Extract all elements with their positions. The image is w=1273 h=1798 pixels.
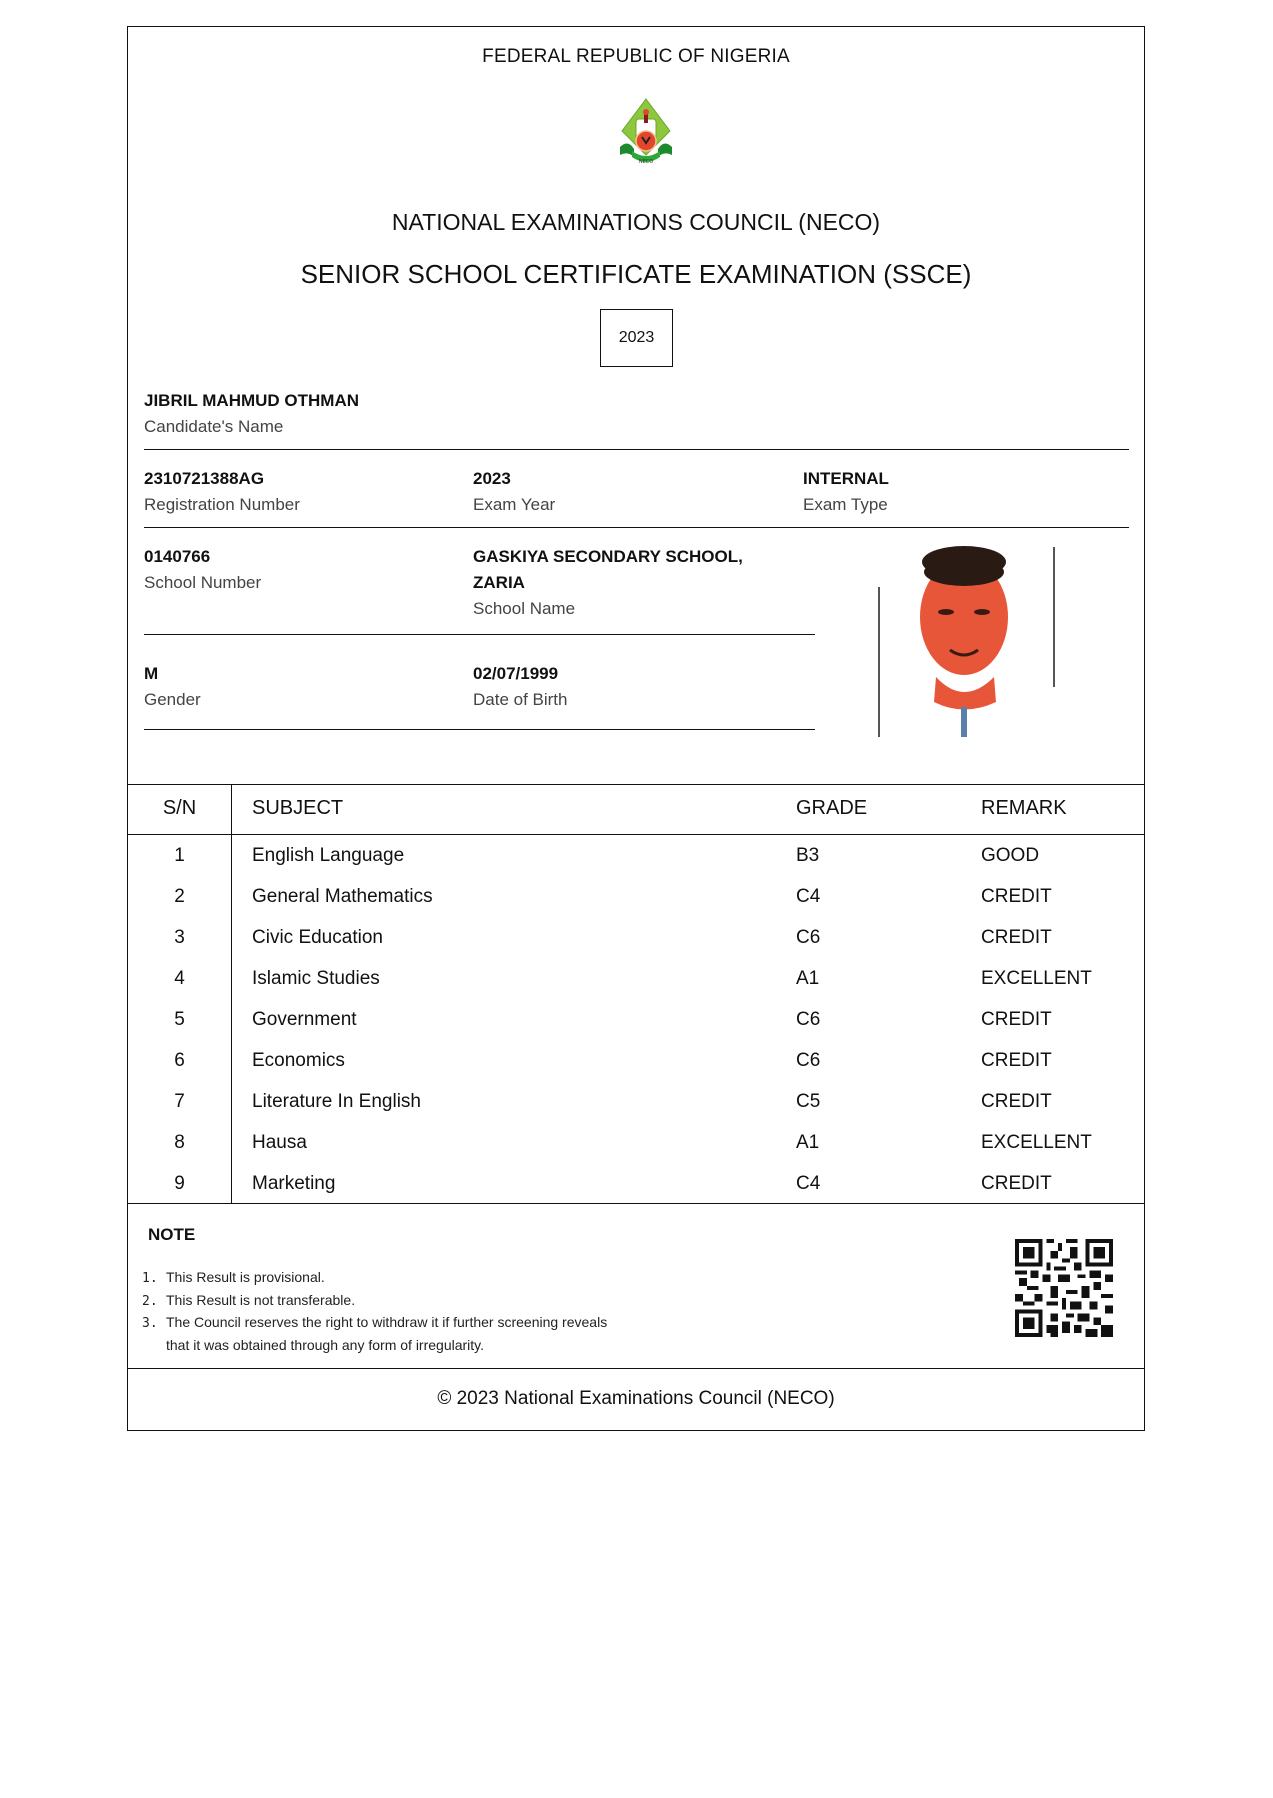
table-row [128,1009,1144,1050]
note-text: The Council reserves the right to withdraw it if further screening reveals [166,1314,608,1330]
school-number-field [144,547,261,593]
row-remark: EXCELLENT [981,968,1092,989]
row-sn: 1 [174,845,185,866]
row-subject: Government [252,1009,357,1030]
result-sheet [127,26,1145,1431]
header-sn: S/N [162,797,197,819]
footer-divider [128,1368,1144,1369]
exam-type-label: Exam Type [803,495,888,514]
row-subject: Islamic Studies [252,968,380,989]
school-name-field [473,547,743,619]
row-sn: 6 [174,1050,185,1071]
copyright-text: © 2023 National Examinations Council (NECO) [437,1388,835,1409]
divider [144,449,1129,450]
row-remark: EXCELLENT [981,1132,1092,1153]
neco-crest-icon [618,97,674,167]
council-heading: NATIONAL EXAMINATIONS COUNCIL (NECO) [391,209,881,235]
school-name-value-line1: GASKIYA SECONDARY SCHOOL, [473,547,743,566]
header-subject: SUBJECT [252,797,344,819]
table-row [128,1173,1144,1214]
row-sn: 7 [174,1091,185,1112]
registration-field [144,469,300,515]
header-grade: GRADE [796,797,868,819]
exam-year-field [473,469,555,515]
table-row [128,927,1144,968]
note-item [142,1267,607,1290]
school-name-value-line2: ZARIA [473,573,525,592]
divider [144,527,1129,528]
table-row [128,886,1144,927]
row-remark: CREDIT [981,1009,1052,1030]
dob-label: Date of Birth [473,690,568,709]
table-top-border [128,784,1144,785]
row-grade: A1 [796,1132,820,1153]
exam-type-value: INTERNAL [803,469,889,488]
row-remark: CREDIT [981,1050,1052,1071]
table-bottom-border [128,1203,1144,1204]
svg-text:NECO: NECO [638,159,654,165]
exam-year-label: Exam Year [473,495,556,514]
divider [144,634,815,635]
note-number: 3. [142,1316,158,1331]
note-item [142,1290,607,1313]
row-subject: English Language [252,845,405,866]
dob-field [473,664,568,710]
row-remark: CREDIT [981,886,1052,907]
row-subject: Economics [252,1050,345,1071]
row-grade: C6 [796,1009,821,1030]
note-text: This Result is provisional. [166,1269,325,1285]
qr-code-icon [1014,1239,1114,1337]
row-remark: CREDIT [981,1091,1052,1112]
row-subject: Civic Education [252,927,383,948]
candidate-photo [876,542,1056,742]
table-header-border [128,834,1144,835]
row-subject: Literature In English [252,1091,421,1112]
divider [144,729,815,730]
table-row [128,1050,1144,1091]
note-number: 2. [142,1293,158,1309]
registration-number-label: Registration Number [144,495,300,514]
row-sn: 3 [174,927,185,948]
note-title: NOTE [148,1225,196,1244]
note-list [142,1267,607,1355]
table-row [128,968,1144,1009]
row-remark: CREDIT [981,927,1052,948]
row-grade: C4 [796,1173,821,1194]
table-row [128,845,1144,886]
dob-value: 02/07/1999 [473,664,559,683]
row-grade: C4 [796,886,821,907]
school-name-label: School Name [473,599,576,618]
row-sn: 5 [174,1009,185,1030]
header-remark: REMARK [981,797,1067,819]
candidate-name-value: JIBRIL MAHMUD OTHMAN [144,391,360,410]
row-remark: CREDIT [981,1173,1052,1194]
candidate-name-label: Candidate's Name [144,417,284,436]
row-subject: Hausa [252,1132,307,1153]
row-grade: C6 [796,1050,821,1071]
row-sn: 2 [174,886,185,907]
school-number-value: 0140766 [144,547,211,566]
row-grade: B3 [796,845,820,866]
exam-year-value: 2023 [473,469,511,488]
exam-title: SENIOR SCHOOL CERTIFICATE EXAMINATION (SSCE) [300,259,972,289]
note-item-continued: that it was obtained through any form of irregularity. [166,1336,485,1353]
row-sn: 9 [174,1173,185,1194]
registration-number-value: 2310721388AG [144,469,265,488]
row-grade: C5 [796,1091,821,1112]
gender-value: M [144,664,159,683]
row-sn: 4 [174,968,185,989]
gender-field [144,664,201,710]
candidate-name-field [144,391,359,437]
table-row [128,1132,1144,1173]
row-subject: General Mathematics [252,886,433,907]
gender-label: Gender [144,690,201,709]
exam-type-field [803,469,889,515]
row-grade: A1 [796,968,820,989]
school-number-label: School Number [144,573,262,592]
row-remark: GOOD [981,845,1040,866]
row-subject: Marketing [252,1173,336,1194]
note-text: This Result is not transferable. [166,1291,356,1308]
note-item [142,1312,607,1335]
exam-year-badge: 2023 [600,309,673,367]
table-row [128,1091,1144,1132]
row-sn: 8 [174,1132,185,1153]
row-grade: C6 [796,927,821,948]
note-number: 1. [142,1271,158,1286]
country-heading: FEDERAL REPUBLIC OF NIGERIA [482,46,790,67]
